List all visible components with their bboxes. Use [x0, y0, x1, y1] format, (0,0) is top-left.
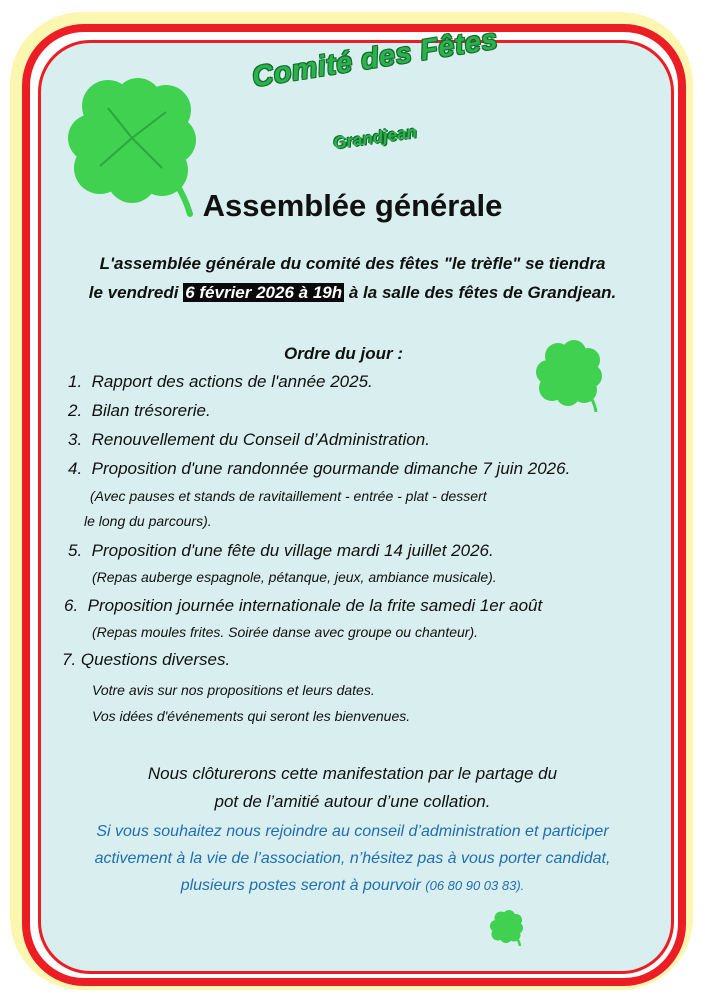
closing-line-1: Nous clôturerons cette manifestation par le partage du — [147, 764, 558, 783]
agenda-item-detail: (Repas moules frites. Soirée danse avec groupe ou chanteur). — [92, 624, 478, 640]
organization-title: Comité des Fêtes — [250, 23, 501, 94]
agenda-item — [62, 650, 230, 670]
page-title: Assemblée générale — [202, 188, 503, 223]
agenda-heading: Ordre du jour : — [284, 344, 403, 363]
agenda-item-text: Proposition d'une randonnée gourmande dimanche 7 juin 2026. — [91, 459, 571, 478]
closing-line-2: pot de l’amitié autour d’une collation. — [214, 792, 491, 811]
agenda-item-detail: (Repas auberge espagnole, pétanque, jeux, ambiance musicale). — [92, 569, 497, 585]
agenda-item-detail: (Avec pauses et stands de ravitaillement - entrée - plat - dessert — [90, 488, 487, 504]
location-subtitle: Grandjean — [332, 122, 418, 153]
intro-text: le vendredi — [88, 283, 179, 302]
agenda-item-detail: le long du parcours). — [84, 513, 212, 529]
agenda-item — [68, 541, 494, 561]
agenda-item — [68, 372, 373, 392]
agenda-item — [68, 430, 430, 450]
agenda-item — [68, 459, 570, 479]
agenda-item-number: 6. — [64, 596, 79, 615]
agenda-item-text: Questions diverses. — [80, 650, 231, 669]
agenda-item-text: Bilan trésorerie. — [91, 401, 211, 420]
four-leaf-clover-icon — [534, 336, 610, 412]
invitation-line-1: Si vous souhaitez nous rejoindre au conseil d’administration et participer — [96, 823, 609, 840]
agenda-item-text: Proposition d'une fête du village mardi 14 juillet 2026. — [91, 541, 494, 560]
date-highlight: 6 février 2026 à 19h — [185, 283, 343, 302]
four-leaf-clover-icon — [489, 908, 527, 946]
agenda-item-number: 1. — [68, 372, 83, 391]
agenda-item-detail: Votre avis sur nos propositions et leurs dates. — [92, 682, 375, 698]
invitation-line-2: activement à la vie de l’association, n’hésitez pas à vous porter candidat, — [94, 850, 611, 867]
agenda-item-number: 5. — [68, 541, 83, 560]
intro-line-1: L'assemblée générale du comité des fêtes "le trèfle" se tiendra — [99, 254, 606, 273]
invitation-text: plusieurs postes seront à pourvoir — [180, 877, 421, 894]
agenda-item-number: 4. — [68, 459, 83, 478]
agenda-item-number: 3. — [68, 430, 83, 449]
agenda-item-number: 2. — [68, 401, 83, 420]
intro-line-2 — [0, 283, 705, 303]
agenda-item-detail: Vos idées d'événements qui seront les bienvenues. — [92, 708, 411, 724]
phone-number: (06 80 90 03 83). — [425, 878, 525, 893]
intro-text: à la salle des fêtes de Grandjean. — [348, 283, 617, 302]
agenda-item-text: Rapport des actions de l'année 2025. — [91, 372, 373, 391]
agenda-item-number: 7. — [62, 650, 77, 669]
agenda-item — [64, 596, 542, 616]
agenda-item-text: Renouvellement du Conseil d’Administration. — [91, 430, 430, 449]
agenda-item — [68, 401, 211, 421]
invitation-line-3 — [0, 877, 705, 895]
agenda-item-text: Proposition journée internationale de la frite samedi 1er août — [87, 596, 543, 615]
